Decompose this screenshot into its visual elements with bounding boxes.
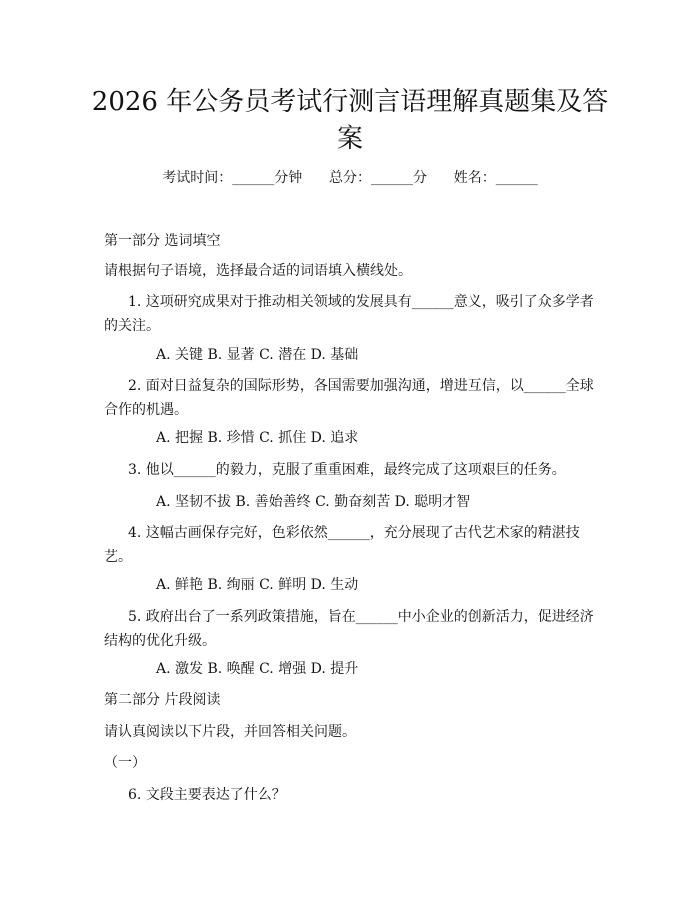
question-5-options: A. 激发 B. 唤醒 C. 增强 D. 提升 xyxy=(156,661,359,677)
question-3-options: A. 坚韧不拔 B. 善始善终 C. 勤奋刻苦 D. 聪明才智 xyxy=(156,494,471,510)
passage-label: （一） xyxy=(104,755,146,771)
question-2: 2. 面对日益复杂的国际形势，各国需要加强沟通，增进互信，以______全球合作的机遇。 xyxy=(104,378,594,418)
question-3: 3. 他以______的毅力，克服了重重困难，最终完成了这项艰巨的任务。 xyxy=(128,462,566,478)
question-1: 1. 这项研究成果对于推动相关领域的发展具有______意义，吸引了众多学者的关注。 xyxy=(104,294,594,334)
question-4: 4. 这幅古画保存完好，色彩依然______，充分展现了古代艺术家的精湛技艺。 xyxy=(104,525,580,565)
question-2-options: A. 把握 B. 珍惜 C. 抓住 D. 追求 xyxy=(156,430,359,446)
question-5: 5. 政府出台了一系列政策措施，旨在______中小企业的创新活力，促进经济结构的优化升级。 xyxy=(104,609,594,649)
document-title: 2026 年公务员考试行测言语理解真题集及答案 xyxy=(91,87,609,154)
exam-info-line: 考试时间：______分钟 总分：______分 姓名：______ xyxy=(162,170,538,186)
question-1-options: A. 关键 B. 显著 C. 潜在 D. 基础 xyxy=(156,347,359,363)
part1-heading: 第一部分 选词填空 xyxy=(104,233,221,249)
question-4-options: A. 鲜艳 B. 绚丽 C. 鲜明 D. 生动 xyxy=(156,577,359,593)
part2-instruction: 请认真阅读以下片段，并回答相关问题。 xyxy=(104,724,356,740)
question-6: 6. 文段主要表达了什么？ xyxy=(128,787,286,803)
part2-heading: 第二部分 片段阅读 xyxy=(104,692,221,708)
part1-instruction: 请根据句子语境，选择最合适的词语填入横线处。 xyxy=(104,263,412,279)
